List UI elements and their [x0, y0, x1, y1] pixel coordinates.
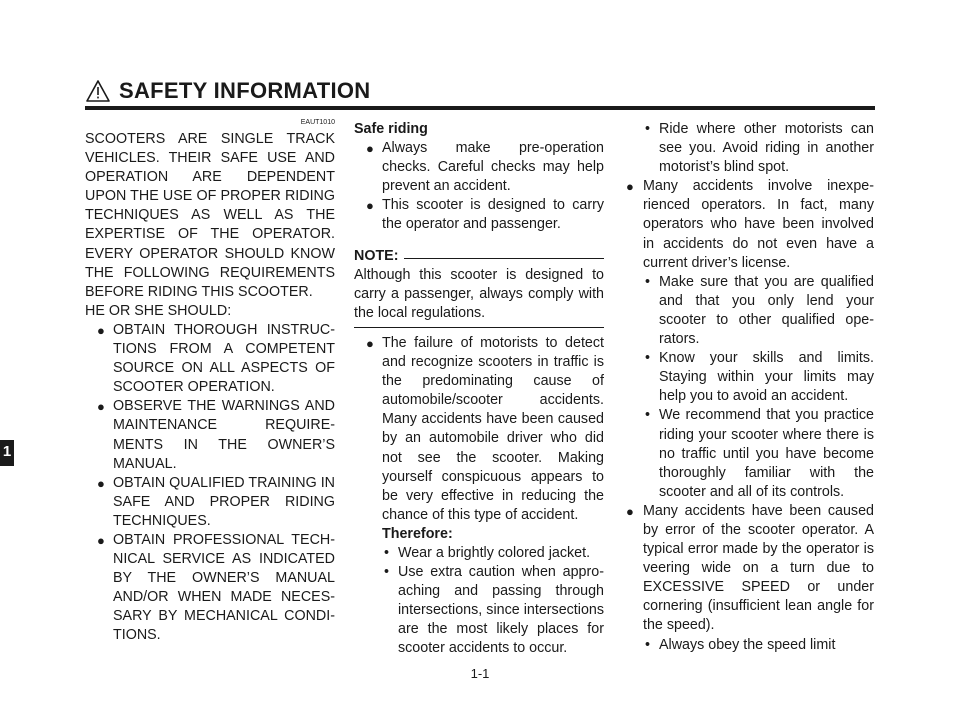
note-label: NOTE: — [354, 247, 399, 264]
requirement-item: ● OBTAIN THOROUGH INSTRUCTIONS FROM A COMPETENT SOURCE ON ALL ASPECTS OF SCOOTER OPERATION. — [85, 321, 335, 397]
sub-list-item: • Make sure that you are qualified and that you only lend your scooter to other qualified operators. — [624, 273, 874, 349]
page-number: 1-1 — [470, 666, 490, 681]
sub-list-item: • We recommend that you practice riding your scooter where there is no traffic until you have become thoroughly familiar with the scooter and all of its controls. — [624, 406, 874, 501]
list-item: ● This scooter is designed to carry the operator and passenger. — [354, 196, 604, 234]
note-header — [354, 247, 604, 266]
sub-list-item: • Use extra caution when approaching and passing through intersections, since intersections are the most likely places for scooter accidents to occur. — [354, 563, 604, 658]
sub-list-item: • Ride where other motorists can see you. Avoid riding in another motorist’s blind spot. — [624, 120, 874, 177]
column-2 — [354, 118, 604, 659]
sub-list-item: • Always obey the speed limit — [624, 636, 874, 655]
warning-triangle-icon — [85, 79, 111, 103]
list-item: ● Many accidents involve inexperienced operators. In fact, many operators who have been involved in accidents do not even have a current driver’s license. — [624, 177, 874, 272]
column-3 — [624, 118, 874, 655]
list-item: ● Always make pre-operation checks. Careful checks may help prevent an accident. — [354, 139, 604, 196]
note-rule — [404, 258, 604, 259]
requirement-item: ● OBSERVE THE WARNINGS AND MAINTENANCE REQUIREMENTS IN THE OWNER’S MANUAL. — [85, 397, 335, 473]
requirement-item: ● OBTAIN QUALIFIED TRAINING IN SAFE AND PROPER RIDING TECHNIQUES. — [85, 474, 335, 531]
section-heading: Safe riding — [354, 121, 428, 137]
page-title: SAFETY INFORMATION — [119, 78, 371, 103]
header-rule — [85, 106, 875, 110]
sub-list-item: • Wear a brightly colored jacket. — [354, 544, 604, 563]
list-item: ● The failure of motorists to detect and recognize scooters in traffic is the predominating cause of automobile/scooter accidents. Many accidents have been caused by an automobile driver who did not see the scooter. Making yourself conspicuous appears to be very effective in reducing the chance of this type of accident. — [354, 334, 604, 525]
requirement-item: ● OBTAIN PROFESSIONAL TECHNICAL SERVICE AS INDICATED BY THE OWNER’S MANUAL AND/OR WHEN MADE NECESSARY BY MECHANICAL CONDITIONS. — [85, 531, 335, 646]
therefore-label: Therefore: — [382, 525, 453, 542]
doc-code: EAUT1010 — [300, 119, 335, 126]
intro-paragraph: SCOOTERS ARE SINGLE TRACK VEHICLES. THEIR SAFE USE AND OPERATION ARE DEPENDENT UPON THE USE OF PROPER RIDING TECHNIQUES AS WELL AS THE EXPERTISE OF THE OPERATOR. EVERY OPERATOR SHOULD KNOW THE FOLLOWING REQUIREMENTS BEFORE RIDING THIS SCOOTER. — [85, 131, 335, 300]
list-item: ● Many accidents have been caused by error of the scooter operator. A typical error made by the operator is veering wide on a turn due to EXCESSIVE SPEED or under cornering (insufficient lean angle for the speed). — [624, 502, 874, 636]
chapter-tab-number: 1 — [2, 443, 12, 460]
sub-list-item: • Know your skills and limits. Staying within your limits may help you to avoid an accident. — [624, 349, 874, 406]
column-1 — [85, 118, 335, 646]
note-end-rule — [354, 327, 604, 328]
section-header — [85, 78, 370, 104]
note-text: Although this scooter is designed to carry a passenger, always comply with the local regulations. — [354, 266, 604, 321]
lead-line: HE OR SHE SHOULD: — [85, 302, 232, 319]
